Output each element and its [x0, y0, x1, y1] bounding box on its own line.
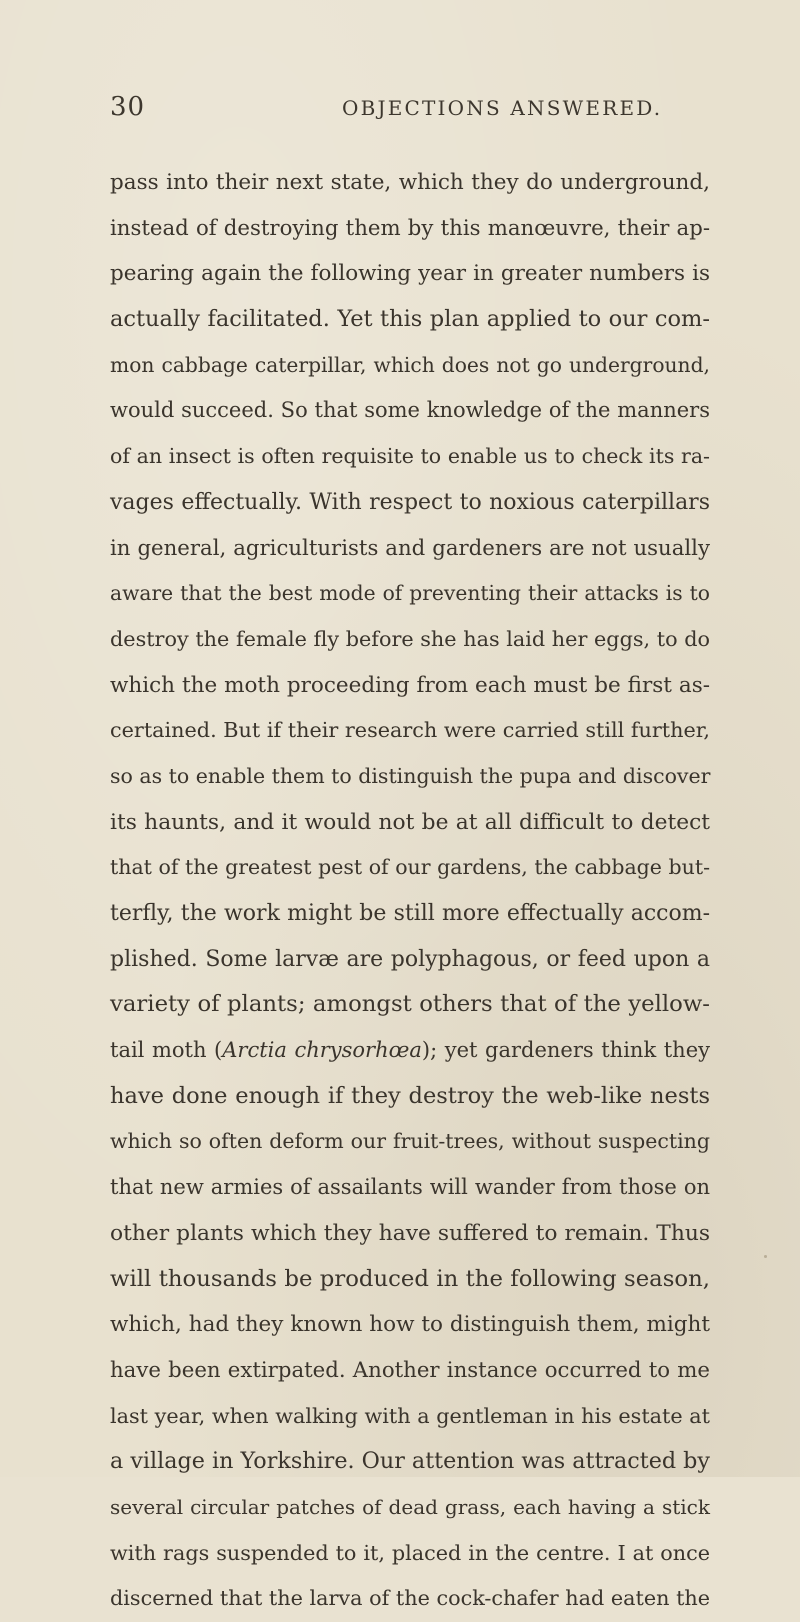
text-line: have done enough if they destroy the web-like nests — [110, 1082, 710, 1109]
text-line: tail moth (Arctia chrysorhœa); yet gardeners think they — [110, 1038, 710, 1063]
text-line: actually facilitated. Yet this plan applied to our com- — [110, 306, 710, 333]
text-line: discerned that the larva of the cock-chafer had eaten the — [110, 1586, 711, 1611]
page-number: 30 — [110, 92, 146, 122]
text-line: last year, when walking with a gentleman in his estate at — [110, 1403, 710, 1428]
text-line: vages effectually. With respect to noxious caterpillars — [110, 489, 710, 515]
text-line: its haunts, and it would not be at all difficult to detect — [110, 809, 710, 835]
text-line: mon cabbage caterpillar, which does not go underground, — [110, 352, 710, 377]
text-line: with rags suspended to it, placed in the centre. I at once — [110, 1540, 710, 1565]
text-line: pearing again the following year in greater numbers is — [110, 261, 710, 287]
text-line: destroy the female fly before she has laid her eggs, to do — [110, 626, 710, 651]
text-line: that new armies of assailants will wander from those on — [110, 1175, 710, 1200]
text-line: variety of plants; amongst others that of the yellow- — [110, 991, 710, 1018]
text-line: plished. Some larvæ are polyphagous, or feed upon a — [110, 946, 710, 972]
species-name: Arctia chrysorhœa — [222, 1038, 422, 1063]
text-line: certained. But if their research were carried still further, — [110, 718, 711, 743]
text-line: which the moth proceeding from each must be first as- — [110, 672, 710, 698]
text-line: several circular patches of dead grass, each having a stick — [110, 1494, 710, 1519]
text-line: would succeed. So that some knowledge of the manners — [110, 398, 710, 423]
running-head — [110, 92, 710, 124]
text-line: will thousands be produced in the following season, — [110, 1265, 710, 1292]
text-line: terfly, the work might be still more effectually accom- — [110, 901, 710, 926]
text-line: which so often deform our fruit-trees, without suspecting — [110, 1129, 710, 1154]
text-line: so as to enable them to distinguish the pupa and discover — [110, 763, 711, 788]
text-line: aware that the best mode of preventing their attacks is to — [110, 581, 710, 606]
text-line: which, had they known how to distinguish them, might — [110, 1312, 710, 1338]
text-line: a village in Yorkshire. Our attention was attracted by — [110, 1448, 710, 1475]
text-line: that of the greatest pest of our gardens, the cabbage but- — [110, 855, 710, 880]
body-text — [110, 160, 710, 1622]
text-line: of an insect is often requisite to enable us to check its ra- — [110, 444, 710, 469]
text-line: instead of destroying them by this manœuvre, their ap- — [110, 215, 710, 241]
text-line: other plants which they have suffered to remain. Thus — [110, 1220, 710, 1246]
chapter-title: OBJECTIONS ANSWERED. — [342, 96, 663, 120]
text-line: have been extirpated. Another instance occurred to me — [110, 1357, 710, 1383]
paper-speck — [764, 1255, 767, 1258]
text-line: pass into their next state, which they do underground, — [110, 170, 710, 195]
text-line: in general, agriculturists and gardeners are not usually — [110, 535, 710, 561]
